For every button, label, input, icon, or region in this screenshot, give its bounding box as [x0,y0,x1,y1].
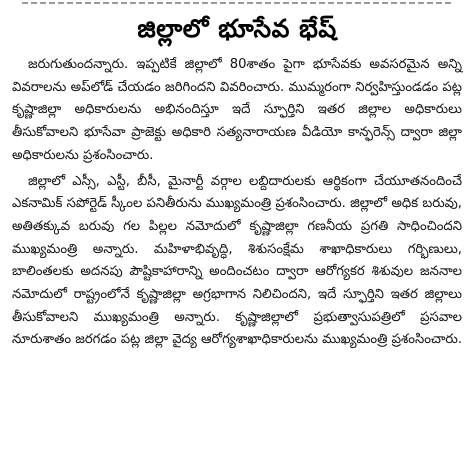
paragraph-2: జిల్లాలో ఎస్సీ, ఎస్టీ, బీసీ, మైనార్టీ వర్గాల లబ్దిదారులకు ఆర్థికంగా చేయూతనందించే ఎకనామిక్ సపోర్టెడ్ స్కీంల పనితీరును ముఖ్యమంత్రి ప్రశంసించారు. జిల్లాలో అధిక బరువు, అతితక్కువ బరువు గల పిల్లల నమోదులో కృష్ణాజిల్లా గణనీయ ప్రగతి సాధించిందని ముఖ్యమంత్రి అన్నారు. మహిళాభివృద్ధి, శిశుసంక్షేమ శాఖాధికారులు గర్భిణులు, బాలింతలకు అదనపు పౌష్టికాహారాన్ని అందించటం ద్వారా ఆరోగ్యకర శిశువుల జననాల నమోదులో రాష్ట్రంలోనే కృష్ణాజిల్లా అగ్రభాగాన నిలిచిందని, ఇదే స్ఫూర్తిని ఇతర జిల్లాలు తీసుకోవాలని ముఖ్యమంత్రి అన్నారు. కృష్ణాజిల్లాలో ప్రభుత్వాసుపత్రిలో ప్రసవాల నూరుశాతం జరగడం పట్ల జిల్లా వైద్య ఆరోగ్యశాఖాధికారులను ముఖ్యమంత్రి ప్రశంసించారు. [12,173,463,348]
paragraph-1: జరుగుతుందన్నారు. ఇప్పటికే జిల్లాలో 80శాతం పైగా భూసేవకు అవసరమైన అన్ని వివరాలను అప్‌లోడ్ చేయడం జరిగిందని వివరించారు. ముమ్మరంగా నిర్వహిస్తుండడం పట్ల కృష్ణాజిల్లా అధికారులను అభినందిస్తూ ఇదే స్ఫూర్తిని ఇతర జిల్లాల అధికారులు తీసుకోవాలని భూసేవా ప్రాజెక్టు అధికారి సత్యనారాయణ వీడియో కాన్ఫరెన్స్ ద్వారా జిల్లా అధికారులను ప్రశంసించారు. [12,57,462,163]
article-body [12,54,462,352]
cut-line-bar [22,2,452,4]
headline: జిల్లాలో భూసేవ భేష్ [137,14,337,43]
clipping-top-edge [22,0,452,6]
